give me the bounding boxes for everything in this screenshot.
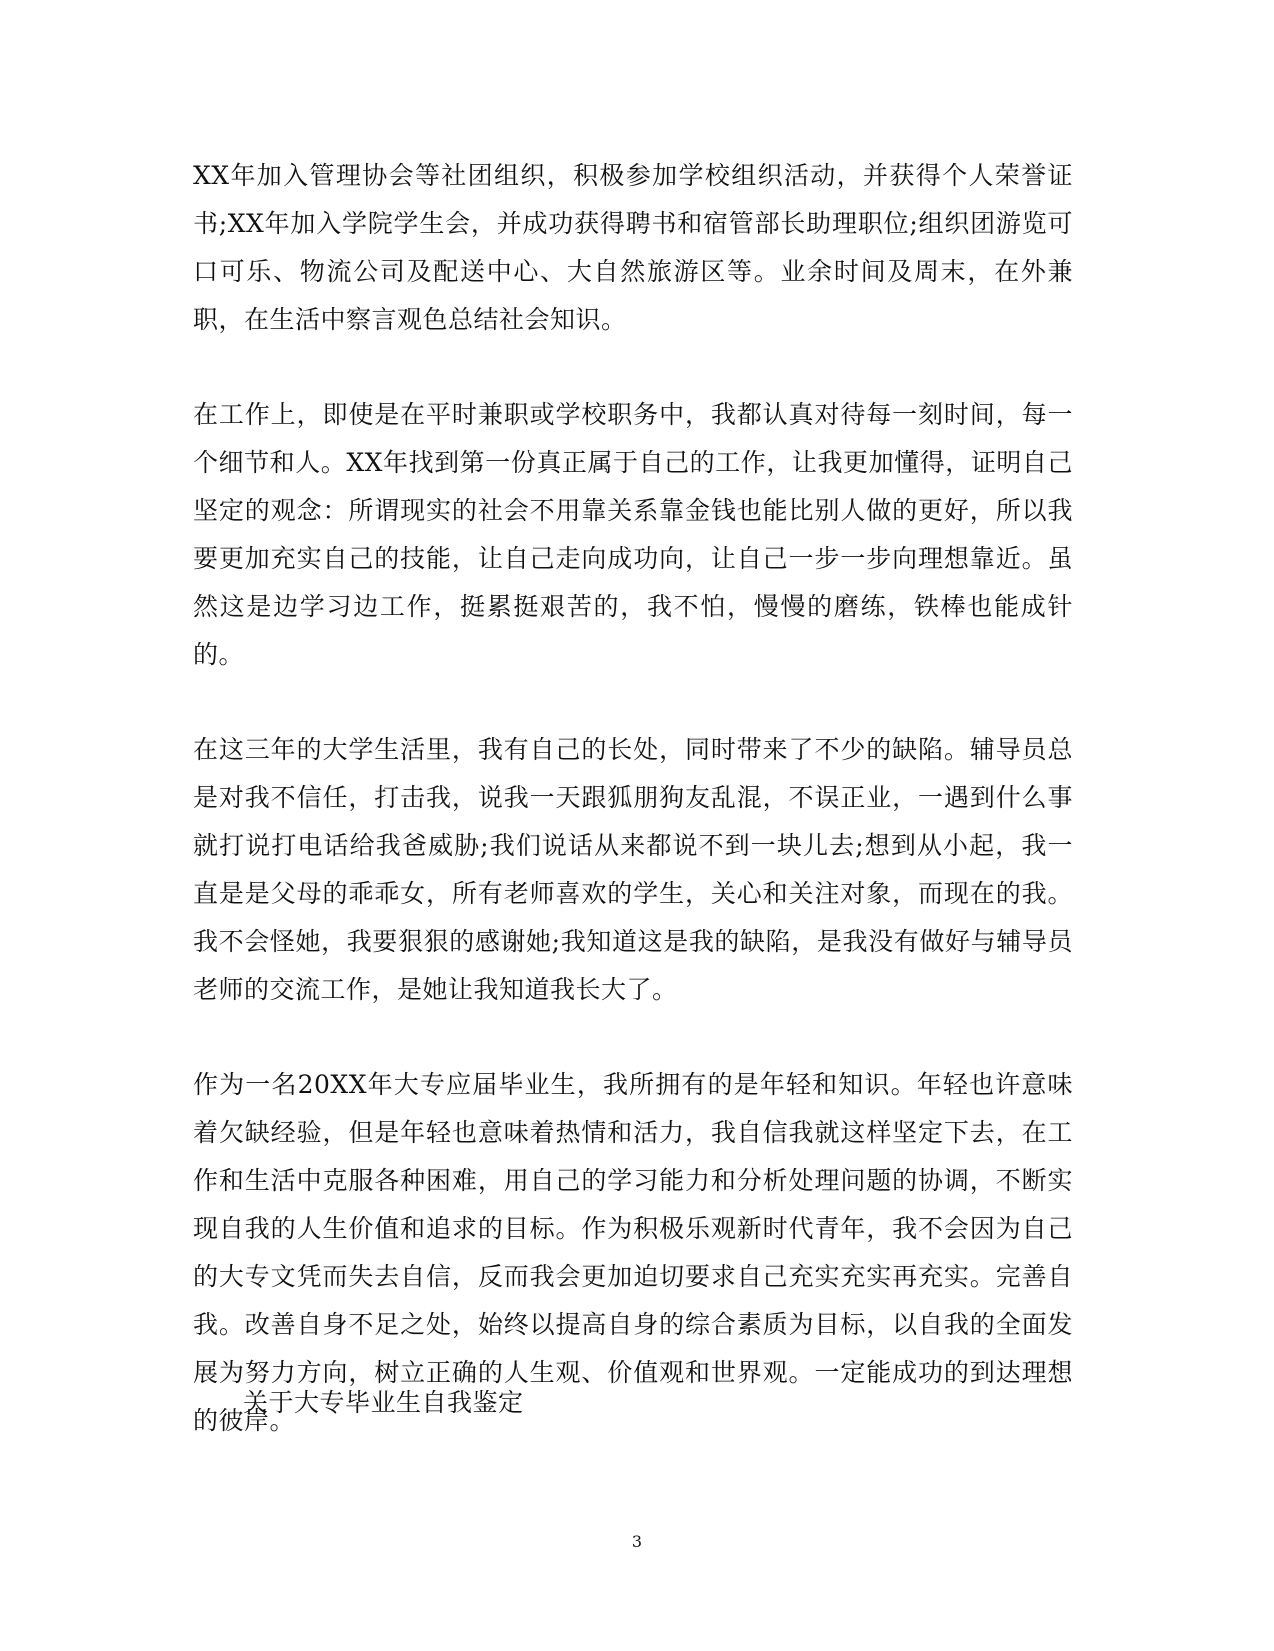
- document-body: [193, 152, 1073, 1445]
- section-heading: 关于大专毕业生自我鉴定: [243, 1388, 524, 1417]
- paragraph-activities: XX年加入管理协会等社团组织，积极参加学校组织活动，并获得个人荣誉证书;XX年加入学院学生会，并成功获得聘书和宿管部长助理职位;组织团游览可口可乐、物流公司及配送中心、大自然旅游区等。业余时间及周末，在外兼职，在生活中察言观色总结社会知识。: [193, 161, 1073, 334]
- paragraph-work: 在工作上，即使是在平时兼职或学校职务中，我都认真对待每一刻时间，每一个细节和人。XX年找到第一份真正属于自己的工作，让我更加懂得，证明自己坚定的观念：所谓现实的社会不用靠关系靠金钱也能比别人做的更好，所以我要更加充实自己的技能，让自己走向成功向，让自己一步一步向理想靠近。虽然这是边学习边工作，挺累挺艰苦的，我不怕，慢慢的磨练，铁棒也能成针的。: [193, 400, 1073, 669]
- paragraph-graduate: 作为一名20XX年大专应届毕业生，我所拥有的是年轻和知识。年轻也许意味着欠缺经验，但是年轻也意味着热情和活力，我自信我就这样坚定下去，在工作和生活中克服各种困难，用自己的学习能力和分析处理问题的协调，不断实现自我的人生价值和追求的目标。作为积极乐观新时代青年，我不会因为自己的大专文凭而失去自信，反而我会更加迫切要求自己充实充实再充实。完善自我。改善自身不足之处，始终以提高自身的综合素质为目标，以自我的全面发展为努力方向，树立正确的人生观、价值观和世界观。一定能成功的到达理想的彼岸。: [193, 1070, 1073, 1435]
- paragraph-shortcomings: 在这三年的大学生活里，我有自己的长处，同时带来了不少的缺陷。辅导员总是对我不信任，打击我，说我一天跟狐朋狗友乱混，不误正业，一遇到什么事就打说打电话给我爸威胁;我们说话从来都说不到一块儿去;想到从小起，我一直是是父母的乖乖女，所有老师喜欢的学生，关心和关注对象，而现在的我。我不会怪她，我要狠狠的感谢她;我知道这是我的缺陷，是我没有做好与辅导员老师的交流工作，是她让我知道我长大了。: [193, 735, 1073, 1004]
- page-number: 3: [631, 1532, 643, 1551]
